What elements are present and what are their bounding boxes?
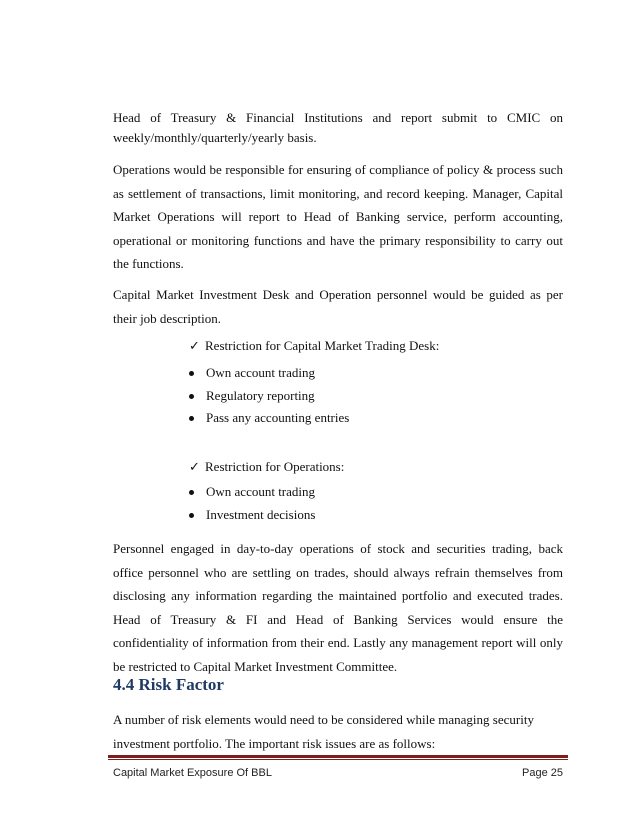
footer-title: Capital Market Exposure Of BBL [113,767,272,779]
checkmark-icon: ✓ [189,338,200,353]
list-item: Investment decisions [189,504,315,527]
paragraph-3: Capital Market Investment Desk and Operation personnel would be guided as per their job description. [113,287,563,326]
bullet-icon [189,490,194,495]
restriction-operations-title [189,457,344,477]
restriction-operations-list [189,481,315,526]
paragraph-2: Operations would be responsible for ensuring of compliance of policy & process such as settlement of transactions, limit monitoring, and record keeping. Manager, Capital Market Operations will report to Head of Banking service, perform accounting, operational or monitoring functions and have the primary responsibility to carry out the functions. [113,162,563,272]
page-number: Page 25 [522,767,563,779]
footer-rule-thin [108,759,568,760]
list-item: Pass any accounting entries [189,407,349,430]
bullet-icon [189,416,194,421]
paragraph-1-line-2: weekly/monthly/quarterly/yearly basis. [113,130,317,145]
list-item: Own account trading [189,362,349,385]
checkmark-icon: ✓ [189,459,200,474]
footer-rule-thick [108,755,568,758]
list-item: Regulatory reporting [189,385,349,408]
list-item: Own account trading [189,481,315,504]
restriction-trading-desk-list [189,362,349,430]
bullet-icon [189,394,194,399]
bullet-icon [189,513,194,518]
restriction-title-text: Restriction for Capital Market Trading Desk: [205,338,440,353]
restriction-title-text: Restriction for Operations: [205,459,345,474]
section-heading: 4.4 Risk Factor [113,675,224,694]
paragraph-1-line-1: Head of Treasury & Financial Institutions and report submit to CMIC on [113,110,563,125]
paragraph-4: Personnel engaged in day-to-day operations of stock and securities trading, back office personnel who are settling on trades, should always refrain themselves from disclosing any information regarding the maintained portfolio and executed trades. Head of Treasury & FI and Head of Banking Services would ensure the confidentiality of information from their end. Lastly any management report will only be restricted to Capital Market Investment Committee. [113,541,563,674]
restriction-trading-desk-title [189,336,439,356]
paragraph-5: A number of risk elements would need to be considered while managing security investment portfolio. The important risk issues are as follows: [113,712,534,751]
bullet-icon [189,371,194,376]
